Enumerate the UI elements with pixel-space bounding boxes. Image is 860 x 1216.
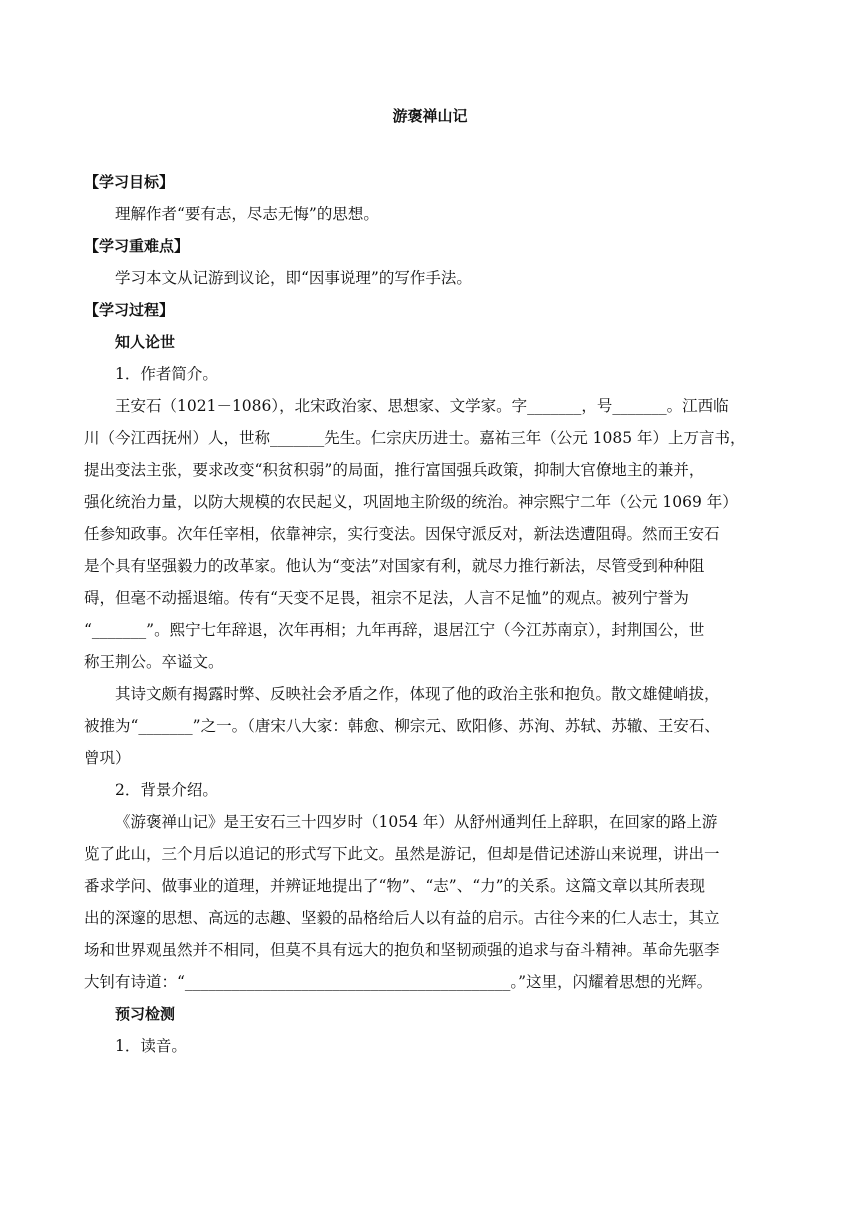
paragraph-line: 被推为“_______”之一。（唐宋八大家：韩愈、柳宗元、欧阳修、苏洵、苏轼、苏辙、王安石、 (84, 717, 720, 735)
keypoints-heading: 【学习重难点】 (84, 237, 190, 255)
process-heading: 【学习过程】 (84, 301, 175, 319)
document-title: 游褒禅山记 (392, 107, 468, 125)
paragraph-line: “_______”。熙宁七年辞退，次年再相；九年再辞，退居江宁（今江苏南京），封荆国公，世 (84, 621, 705, 639)
item-author-intro-title: 1．作者简介。 (115, 365, 218, 383)
paragraph-line: 出的深邃的思想、高远的志趣、坚毅的品格给后人以有益的启示。古往今来的仁人志士，其立 (84, 909, 720, 927)
paragraph-line: 场和世界观虽然并不相同，但莫不具有远大的抱负和坚韧顽强的追求与奋斗精神。革命先驱李 (84, 941, 720, 959)
works-paragraph (84, 678, 792, 774)
author-paragraph (84, 390, 792, 678)
paragraph-line: 览了此山，三个月后以追记的形式写下此文。虽然是游记，但却是借记述游山来说理，讲出一 (84, 845, 720, 863)
paragraph-line: 川（今江西抚州）人，世称_______先生。仁宗庆历进士。嘉祐三年（公元 1085 年）上万言书， (84, 429, 746, 447)
background-paragraph (84, 806, 792, 998)
paragraph-line: 曾巩） (84, 749, 131, 767)
item-pronunciation-title: 1．读音。 (115, 1037, 187, 1055)
section-heading-preview-check: 预习检测 (115, 1005, 176, 1023)
paragraph-line: 是个具有坚强毅力的改革家。他认为“变法”对国家有利，就尽力推行新法，尽管受到种种阻 (84, 557, 705, 575)
objectives-text: 理解作者“要有志，尽志无悔”的思想。 (115, 205, 379, 223)
objectives-heading: 【学习目标】 (84, 173, 175, 191)
paragraph-line: 番求学问、做事业的道理，并辨证地提出了“物”、“志”、“力”的关系。这篇文章以其所表现 (84, 877, 706, 895)
paragraph-line: 大钊有诗道：“__________________________________________。”这里，闪耀着思想的光辉。 (84, 973, 713, 991)
document-body (84, 166, 792, 1062)
paragraph-line: 任参知政事。次年任宰相，依靠神宗，实行变法。因保守派反对，新法迭遭阻碍。然而王安石 (84, 525, 720, 543)
paragraph-line: 提出变法主张，要求改变“积贫积弱”的局面，推行富国强兵政策，抑制大官僚地主的兼并， (84, 461, 705, 479)
paragraph-line: 其诗文颇有揭露时弊、反映社会矛盾之作，体现了他的政治主张和抱负。散文雄健峭拔， (115, 685, 720, 703)
paragraph-line: 碍，但毫不动摇退缩。传有“天变不足畏，祖宗不足法，人言不足恤”的观点。被列宁誉为 (84, 589, 689, 607)
paragraph-line: 强化统治力量，以防大规模的农民起义，巩固地主阶级的统治。神宗熙宁二年（公元 1069 年） (84, 493, 738, 511)
item-background-title: 2．背景介绍。 (115, 781, 218, 799)
paragraph-line: 《游褒禅山记》是王安石三十四岁时（1054 年）从舒州通判任上辞职，在回家的路上游 (115, 813, 718, 831)
paragraph-line: 称王荆公。卒谥文。 (84, 653, 224, 671)
section-heading-author-context: 知人论世 (115, 333, 176, 351)
keypoints-text: 学习本文从记游到议论，即“因事说理”的写作手法。 (115, 269, 472, 287)
paragraph-line: 王安石（1021－1086），北宋政治家、思想家、文学家。字_______，号_______。江西临 (115, 397, 729, 415)
